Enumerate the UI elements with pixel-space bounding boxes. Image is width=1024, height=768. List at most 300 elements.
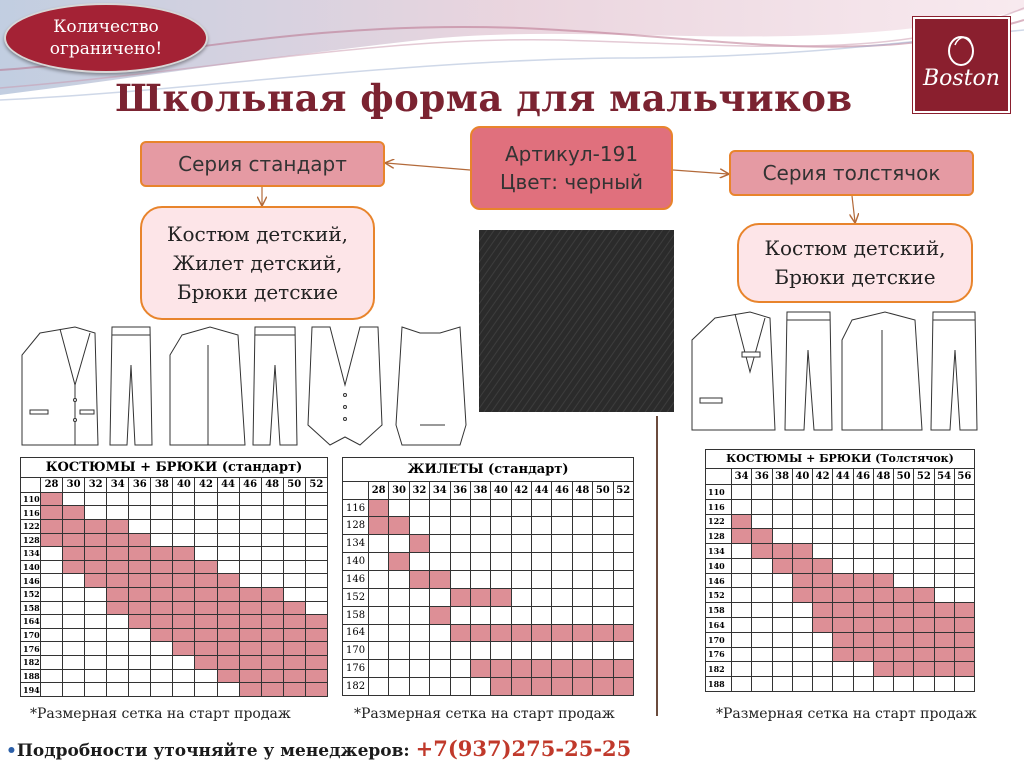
size-cell-available <box>63 560 85 574</box>
size-cell-available <box>239 601 261 615</box>
size-cell <box>894 558 914 573</box>
table-row <box>343 499 634 517</box>
size-cell <box>853 484 873 499</box>
size-cell-available <box>833 617 853 632</box>
size-cell <box>195 669 217 683</box>
size-cell <box>430 624 450 642</box>
column-header: 32 <box>85 477 107 492</box>
size-cell <box>954 588 974 603</box>
row-height-label: 164 <box>343 624 369 642</box>
size-cell <box>732 617 752 632</box>
size-cell <box>772 514 792 529</box>
row-height-label: 152 <box>343 588 369 606</box>
size-cell <box>389 588 409 606</box>
size-cell <box>85 683 107 697</box>
column-header: 30 <box>389 481 409 499</box>
size-cell <box>195 492 217 506</box>
size-cell <box>894 484 914 499</box>
size-cell <box>107 683 129 697</box>
size-cell <box>430 553 450 571</box>
size-cell <box>833 558 853 573</box>
row-height-label: 140 <box>343 553 369 571</box>
size-cell <box>772 573 792 588</box>
size-cell <box>85 655 107 669</box>
size-cell <box>430 517 450 535</box>
size-cell-available <box>173 547 195 561</box>
size-cell <box>450 517 470 535</box>
size-cell-available <box>217 642 239 656</box>
size-cell-available <box>833 588 853 603</box>
table-row <box>21 533 328 547</box>
size-cell-available <box>934 632 954 647</box>
article-box <box>470 126 673 210</box>
size-chart-vests-standard <box>342 457 634 696</box>
size-cell <box>954 573 974 588</box>
size-cell-available <box>792 558 812 573</box>
size-cell <box>853 544 873 559</box>
column-header: 30 <box>63 477 85 492</box>
size-cell <box>430 660 450 678</box>
size-cell <box>593 535 613 553</box>
size-cell-available <box>813 603 833 618</box>
size-cell <box>914 677 934 692</box>
size-cell <box>732 499 752 514</box>
fabric-texture <box>479 230 674 412</box>
size-cell-available <box>552 624 572 642</box>
size-cell <box>129 506 151 520</box>
size-cell <box>369 660 389 678</box>
size-cell <box>63 601 85 615</box>
size-cell-available <box>283 683 305 697</box>
size-cell <box>151 683 173 697</box>
size-cell <box>593 517 613 535</box>
size-cell <box>173 655 195 669</box>
size-cell <box>369 624 389 642</box>
row-height-label: 134 <box>343 535 369 553</box>
size-cell-available <box>873 662 893 677</box>
size-cell-available <box>613 624 634 642</box>
table-row <box>21 642 328 656</box>
table-row <box>343 535 634 553</box>
size-cell <box>772 499 792 514</box>
size-cell <box>593 499 613 517</box>
size-cell-available <box>873 647 893 662</box>
size-cell <box>853 499 873 514</box>
size-cell-available <box>613 678 634 696</box>
size-cell <box>873 544 893 559</box>
size-cell <box>613 499 634 517</box>
size-cell <box>572 642 592 660</box>
size-cell <box>107 628 129 642</box>
size-cell <box>195 547 217 561</box>
size-cell <box>752 484 772 499</box>
table-title: КОСТЮМЫ + БРЮКИ (стандарт) <box>21 458 328 478</box>
size-cell <box>752 499 772 514</box>
table-row <box>21 519 328 533</box>
size-chart-suits-standard <box>20 457 328 697</box>
size-cell <box>613 588 634 606</box>
row-height-label: 182 <box>343 678 369 696</box>
size-cell <box>173 519 195 533</box>
size-cell <box>430 588 450 606</box>
size-cell <box>792 514 812 529</box>
size-cell-available <box>511 624 531 642</box>
size-cell-available <box>914 603 934 618</box>
column-header: 40 <box>173 477 195 492</box>
size-cell <box>833 514 853 529</box>
size-cell <box>239 560 261 574</box>
size-cell <box>217 492 239 506</box>
brand-name: Boston <box>923 66 1000 91</box>
size-cell-available <box>239 628 261 642</box>
badge-line-1: Количество <box>53 17 159 37</box>
column-header: 40 <box>792 468 812 484</box>
size-cell-available <box>369 499 389 517</box>
table-row <box>21 574 328 588</box>
size-cell-available <box>894 662 914 677</box>
size-cell <box>305 506 327 520</box>
size-cell <box>572 517 592 535</box>
size-cell-available <box>914 632 934 647</box>
size-cell <box>813 514 833 529</box>
size-cell <box>833 484 853 499</box>
size-cell <box>772 617 792 632</box>
size-cell-available <box>107 519 129 533</box>
size-cell <box>129 492 151 506</box>
size-cell <box>85 642 107 656</box>
size-cell <box>593 588 613 606</box>
size-cell-available <box>305 628 327 642</box>
size-cell <box>934 499 954 514</box>
size-cell <box>572 588 592 606</box>
size-cell <box>430 642 450 660</box>
size-cell <box>369 571 389 589</box>
size-cell-available <box>239 587 261 601</box>
size-cell-available <box>195 587 217 601</box>
column-header: 36 <box>450 481 470 499</box>
size-cell-available <box>217 669 239 683</box>
size-cell <box>752 647 772 662</box>
size-cell <box>593 606 613 624</box>
size-cell <box>613 642 634 660</box>
size-cell-available <box>813 588 833 603</box>
size-cell-available <box>217 587 239 601</box>
size-cell <box>217 683 239 697</box>
size-cell-available <box>239 655 261 669</box>
size-cell <box>217 533 239 547</box>
size-cell <box>41 683 63 697</box>
column-header: 48 <box>873 468 893 484</box>
size-cell <box>129 519 151 533</box>
size-cell <box>613 517 634 535</box>
size-cell-available <box>954 617 974 632</box>
series-fat-items <box>737 223 973 303</box>
size-cell-available <box>261 587 283 601</box>
size-cell <box>63 628 85 642</box>
column-header: 28 <box>41 477 63 492</box>
size-cell <box>813 529 833 544</box>
size-cell <box>85 506 107 520</box>
size-cell <box>491 517 511 535</box>
table-row <box>706 544 975 559</box>
column-header: 46 <box>239 477 261 492</box>
jacket-back-icon <box>170 327 245 445</box>
column-header: 44 <box>532 481 552 499</box>
table-row <box>21 615 328 629</box>
row-height-label: 152 <box>706 588 732 603</box>
size-cell-available <box>934 647 954 662</box>
column-header: 44 <box>217 477 239 492</box>
size-cell <box>732 544 752 559</box>
size-cell-available <box>813 617 833 632</box>
table-row <box>343 624 634 642</box>
size-cell-available <box>572 660 592 678</box>
size-cell-available <box>85 560 107 574</box>
column-header: 34 <box>107 477 129 492</box>
table-row <box>706 588 975 603</box>
size-note: *Размерная сетка на старт продаж <box>354 706 615 722</box>
size-cell-available <box>239 683 261 697</box>
column-header: 52 <box>305 477 327 492</box>
size-cell <box>85 628 107 642</box>
size-cell-available <box>151 587 173 601</box>
size-cell-available <box>129 615 151 629</box>
size-cell <box>41 628 63 642</box>
size-cell-available <box>934 617 954 632</box>
size-cell <box>389 535 409 553</box>
fat-garments-sketch <box>690 310 982 435</box>
size-cell <box>305 547 327 561</box>
size-cell <box>732 662 752 677</box>
size-cell-available <box>934 603 954 618</box>
size-cell <box>173 533 195 547</box>
table-row <box>343 517 634 535</box>
size-cell <box>261 492 283 506</box>
size-cell <box>41 669 63 683</box>
size-cell <box>752 603 772 618</box>
size-cell <box>873 499 893 514</box>
row-height-label: 188 <box>21 669 41 683</box>
size-cell <box>261 547 283 561</box>
size-cell <box>305 519 327 533</box>
size-cell-available <box>173 560 195 574</box>
size-cell-available <box>853 647 873 662</box>
size-cell-available <box>305 669 327 683</box>
column-header: 38 <box>151 477 173 492</box>
size-cell <box>239 492 261 506</box>
table-row <box>343 553 634 571</box>
size-cell-available <box>491 588 511 606</box>
size-cell <box>752 677 772 692</box>
size-cell <box>283 560 305 574</box>
size-cell <box>41 601 63 615</box>
size-cell <box>491 553 511 571</box>
size-cell <box>873 529 893 544</box>
column-header: 38 <box>470 481 490 499</box>
size-cell <box>511 571 531 589</box>
size-cell <box>217 519 239 533</box>
size-cell <box>572 553 592 571</box>
size-cell-available <box>853 588 873 603</box>
size-cell <box>450 499 470 517</box>
size-cell-available <box>195 601 217 615</box>
size-cell <box>532 588 552 606</box>
header-corner <box>706 468 732 484</box>
size-cell <box>369 678 389 696</box>
size-cell <box>129 669 151 683</box>
size-cell <box>511 642 531 660</box>
size-cell <box>470 553 490 571</box>
size-cell-available <box>261 601 283 615</box>
size-cell <box>752 573 772 588</box>
size-cell <box>450 571 470 589</box>
table-row <box>706 632 975 647</box>
size-cell <box>954 529 974 544</box>
size-cell <box>450 642 470 660</box>
size-cell <box>532 553 552 571</box>
series-standard-items <box>140 206 375 320</box>
size-cell <box>894 499 914 514</box>
size-cell <box>491 499 511 517</box>
size-cell <box>450 606 470 624</box>
size-cell-available <box>470 624 490 642</box>
table-row <box>343 678 634 696</box>
size-cell-available <box>41 519 63 533</box>
header-corner <box>343 481 369 499</box>
size-cell-available <box>450 588 470 606</box>
size-cell <box>173 506 195 520</box>
size-cell <box>369 588 389 606</box>
size-cell <box>470 499 490 517</box>
size-cell <box>813 647 833 662</box>
table-row <box>706 514 975 529</box>
row-height-label: 194 <box>21 683 41 697</box>
size-cell <box>792 647 812 662</box>
size-cell <box>934 677 954 692</box>
size-cell-available <box>107 560 129 574</box>
size-cell <box>613 571 634 589</box>
size-cell <box>572 535 592 553</box>
size-cell <box>470 642 490 660</box>
size-cell <box>613 553 634 571</box>
fabric-swatch <box>479 230 674 412</box>
table-row <box>706 558 975 573</box>
size-cell <box>853 514 873 529</box>
size-cell-available <box>305 642 327 656</box>
size-cell-available <box>369 517 389 535</box>
size-cell <box>572 499 592 517</box>
size-cell-available <box>853 573 873 588</box>
size-cell <box>369 606 389 624</box>
size-cell <box>772 662 792 677</box>
size-cell <box>873 677 893 692</box>
column-header: 42 <box>813 468 833 484</box>
item-trousers: Брюки детские <box>774 265 936 289</box>
size-cell <box>954 544 974 559</box>
table-row <box>21 547 328 561</box>
size-cell <box>552 553 572 571</box>
size-cell <box>41 587 63 601</box>
table-row <box>21 655 328 669</box>
size-cell-available <box>813 573 833 588</box>
table-title: ЖИЛЕТЫ (стандарт) <box>343 458 634 482</box>
size-cell <box>305 533 327 547</box>
size-cell <box>853 677 873 692</box>
size-cell <box>389 571 409 589</box>
size-cell <box>151 533 173 547</box>
size-cell <box>305 587 327 601</box>
column-header: 42 <box>511 481 531 499</box>
jacket-front-icon <box>22 327 98 445</box>
row-height-label: 176 <box>706 647 732 662</box>
size-cell-available <box>173 628 195 642</box>
size-cell-available <box>853 632 873 647</box>
column-header: 32 <box>409 481 429 499</box>
size-cell-available <box>572 624 592 642</box>
size-cell <box>914 558 934 573</box>
column-header: 36 <box>752 468 772 484</box>
size-cell <box>389 660 409 678</box>
size-cell-available <box>450 624 470 642</box>
table-row <box>706 677 975 692</box>
size-cell <box>283 492 305 506</box>
size-cell <box>511 499 531 517</box>
size-cell-available <box>772 544 792 559</box>
size-cell <box>934 573 954 588</box>
size-cell <box>151 655 173 669</box>
size-cell-available <box>491 660 511 678</box>
row-height-label: 158 <box>706 603 732 618</box>
size-cell <box>833 662 853 677</box>
size-cell-available <box>41 506 63 520</box>
size-cell <box>833 544 853 559</box>
size-cell <box>409 660 429 678</box>
size-cell <box>389 678 409 696</box>
size-cell-available <box>261 655 283 669</box>
size-cell <box>470 678 490 696</box>
size-cell <box>217 547 239 561</box>
size-cell-available <box>217 628 239 642</box>
size-cell-available <box>954 632 974 647</box>
size-cell <box>305 601 327 615</box>
size-cell-available <box>792 544 812 559</box>
size-chart-suits-fat <box>705 449 975 692</box>
jacket-back-icon <box>842 312 922 430</box>
row-height-label: 110 <box>706 484 732 499</box>
size-cell-available <box>195 628 217 642</box>
size-cell <box>552 499 572 517</box>
size-cell-available <box>283 642 305 656</box>
column-header: 54 <box>934 468 954 484</box>
size-cell <box>409 553 429 571</box>
size-cell <box>450 678 470 696</box>
size-cell <box>732 677 752 692</box>
table-row <box>706 573 975 588</box>
size-cell <box>732 484 752 499</box>
size-cell-available <box>107 574 129 588</box>
size-cell-available <box>833 603 853 618</box>
size-cell <box>283 587 305 601</box>
size-cell-available <box>894 617 914 632</box>
size-cell <box>792 632 812 647</box>
size-cell-available <box>129 547 151 561</box>
size-cell <box>107 655 129 669</box>
size-cell <box>894 677 914 692</box>
phone-number[interactable]: +7(937)275-25-25 <box>415 736 632 761</box>
size-cell-available <box>261 615 283 629</box>
size-cell-available <box>833 573 853 588</box>
size-cell-available <box>532 624 552 642</box>
